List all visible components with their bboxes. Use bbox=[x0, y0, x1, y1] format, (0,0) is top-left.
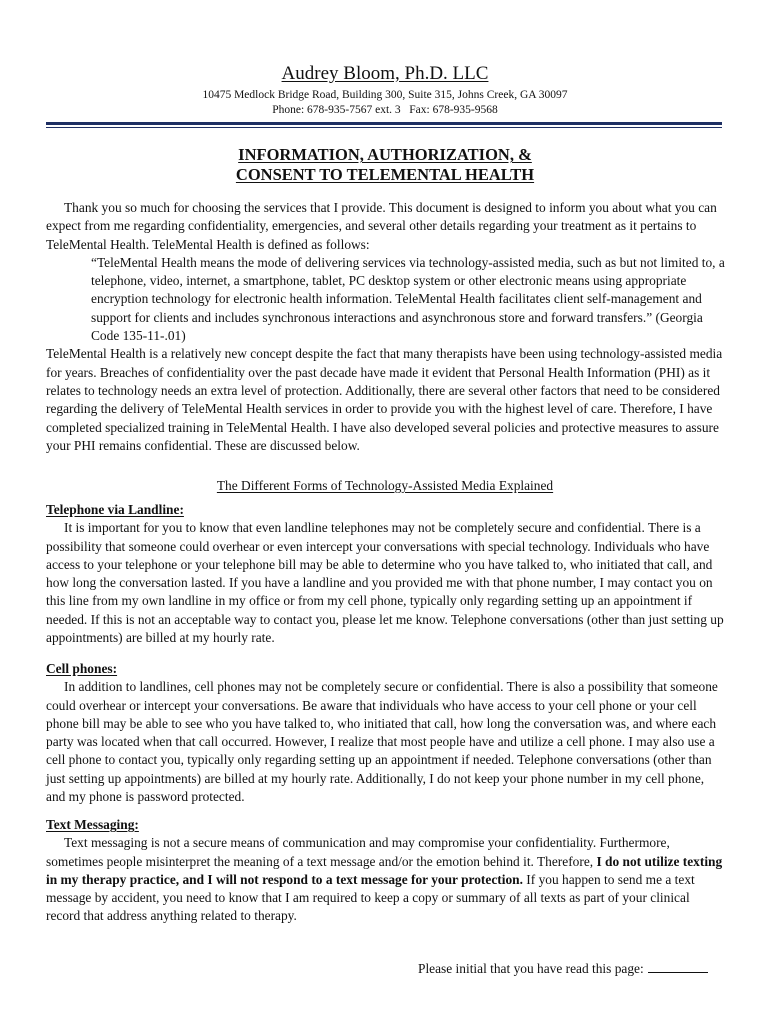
texting-section bbox=[46, 816, 726, 926]
texting-text-b: If you happen to send me a text message by accident, you need to know that I am required to keep a copy or summary of all texts as part of your clinical record that address anything related to therapy. bbox=[46, 871, 695, 924]
cell-section bbox=[46, 660, 726, 806]
landline-section bbox=[46, 501, 726, 647]
landline-text: It is important for you to know that even landline telephones may not be completely secure and confidential. There is a possibility that someone could overhear or even intercept your conversations with special technology. Individuals who have access to your telephone or your telephone bill may be able to determine who you have talked to, who initiated that call, and how long the conversation lasted. If you have a landline and you provided me with that phone number, I may contact you on this line from my own landline in my office or from my cell phone, typically only regarding setting up an appointment if needed. If this is not an acceptable way to contact you, please let me know. Telephone conversations (other than just setting up appointments) are billed at my hourly rate. bbox=[46, 520, 724, 646]
texting-policy-bold: I do not utilize texting in my therapy practice, and I will not respond to a text message for your protection. bbox=[46, 853, 723, 887]
header-rule-thick bbox=[46, 122, 722, 125]
header-rule-thin bbox=[46, 127, 722, 128]
practice-address: 10475 Medlock Bridge Road, Building 300, Suite 315, Johns Creek, GA 30097 bbox=[202, 89, 568, 101]
cell-heading: Cell phones: bbox=[46, 661, 118, 676]
definition-quote: “TeleMental Health means the mode of delivering services via technology-assisted media, such as but not limited to, a telephone, video, internet, a smartphone, tablet, PC desktop system or other electronic means using appropriate encryption technology for electronic health information. TeleMental Health facilitates client self-management and support for clients and includes synchronous interactions and asynchronous store and forward transfers.” (Georgia Code 135-11-.01) bbox=[91, 254, 725, 344]
initial-line bbox=[418, 960, 708, 977]
texting-text-a: Text messaging is not a secure means of communication and may compromise your confidentiality. Furthermore, sometimes people misinterpret the meaning of a text message and/or the emotion behind it. Therefore, bbox=[46, 835, 670, 869]
initial-field[interactable] bbox=[648, 960, 708, 973]
texting-text bbox=[46, 834, 726, 925]
landline-heading: Telephone via Landline: bbox=[46, 502, 184, 517]
intro-paragraph: Thank you so much for choosing the services that I provide. This document is designed to inform you about what you can expect from me regarding confidentiality, emergencies, and several other details regarding your treatment as it pertains to TeleMental Health. TeleMental Health is defined as follows: bbox=[46, 200, 717, 252]
title-line-2: CONSENT TO TELEMENTAL HEALTH bbox=[235, 165, 535, 184]
title-line-1: INFORMATION, AUTHORIZATION, & bbox=[238, 145, 532, 164]
texting-heading: Text Messaging: bbox=[46, 817, 139, 832]
initial-prompt: Please initial that you have read this page: bbox=[418, 961, 644, 976]
cell-text: In addition to landlines, cell phones may not be completely secure or confidential. There is also a possibility that someone could overhear or intercept your conversations. Be aware that individuals who have access to your cell phone or your cell phone bill may be able to see who you have talked to, who initiated that call, how long the conversation was, and where each party was located when that call occurred. However, I realize that most people have and utilize a cell phone. I may also use a cell phone to contact you, typically only regarding setting up an appointment if needed. Telephone conversations (other than just setting up appointments) are billed at my hourly rate. Additionally, I do not keep your phone number in my cell phone, and my phone is password protected. bbox=[46, 679, 718, 805]
intro-section bbox=[46, 199, 726, 455]
practice-phone: Phone: 678-935-7567 ext. 3 Fax: 678-935-9568 bbox=[272, 104, 498, 116]
practice-name: Audrey Bloom, Ph.D. LLC bbox=[281, 63, 489, 84]
section-subheading: The Different Forms of Technology-Assisted Media Explained bbox=[216, 478, 554, 493]
document-title bbox=[0, 145, 770, 185]
intro-paragraph-2: TeleMental Health is a relatively new concept despite the fact that many therapists have been using technology-assisted media for years. Breaches of confidentiality over the past decade have made it evident that Personal Health Information (PHI) as it relates to technology needs an extra level of protection. Additionally, there are several other factors that need to be considered regarding the delivery of TeleMental Health services in order to provide you with the highest level of care. Therefore, I have completed specialized training in TeleMental Health. I have also developed several policies and protective measures to assure your PHI remains confidential. These are discussed below. bbox=[46, 346, 723, 453]
